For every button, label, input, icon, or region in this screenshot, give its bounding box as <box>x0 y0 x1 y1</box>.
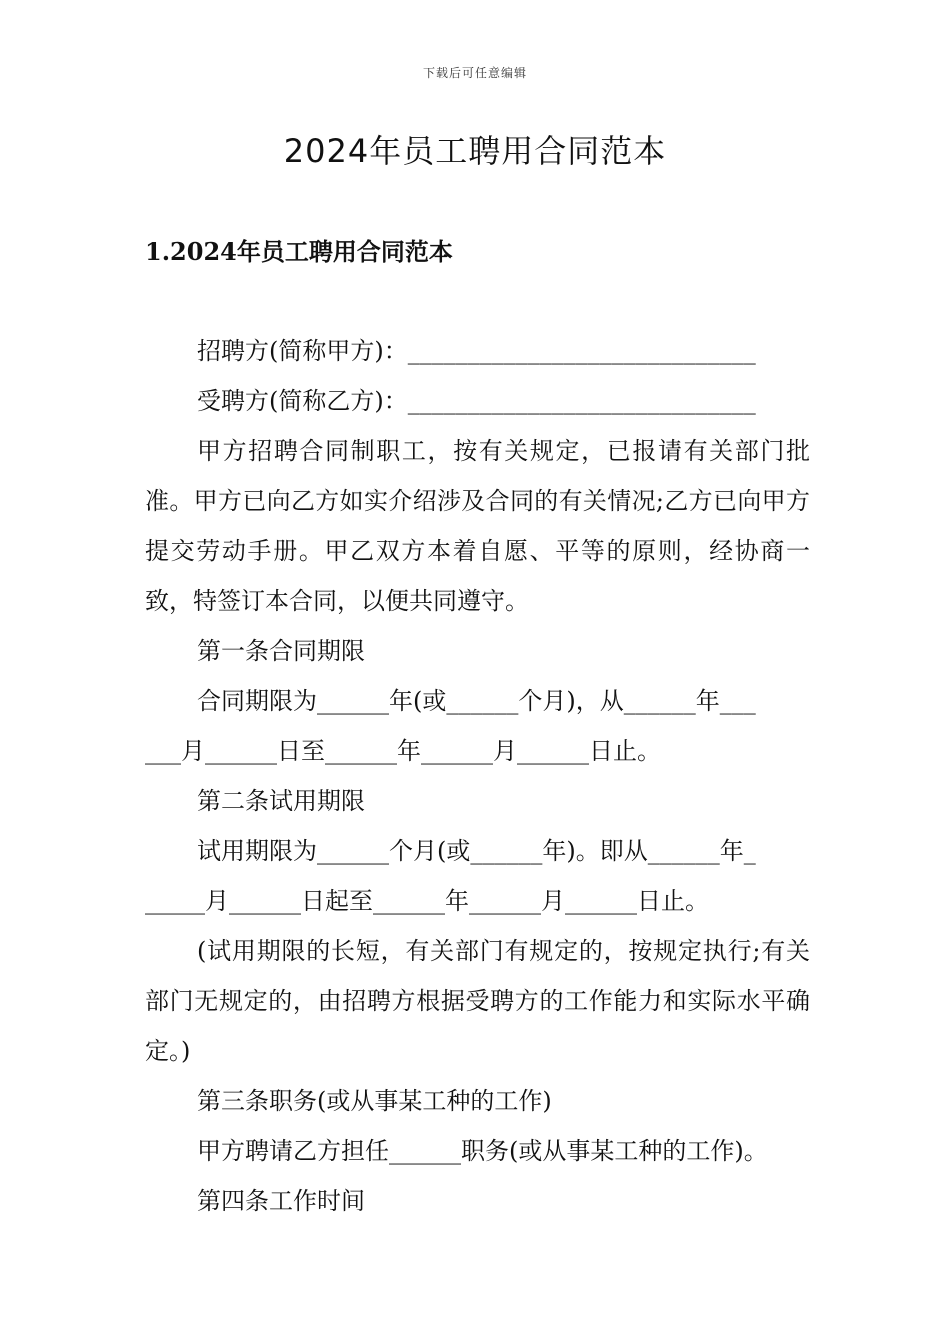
article2-title: 第二条试用期限 <box>197 787 365 815</box>
article2-line2: _____月______日起至______年______月______日止。 <box>145 887 709 915</box>
article3-body: 甲方聘请乙方担任______职务(或从事某工种的工作)。 <box>197 1137 768 1165</box>
employer-line: 招聘方(简称甲方)：_____________________________ <box>197 337 756 365</box>
article3-title: 第三条职务(或从事某工种的工作) <box>197 1087 552 1115</box>
article4-title: 第四条工作时间 <box>197 1187 365 1215</box>
employee-line: 受聘方(简称乙方)：_____________________________ <box>197 387 756 415</box>
header-note: 下载后可任意编辑 <box>422 66 527 80</box>
article1-line1: 合同期限为______年(或______个月)，从______年___ <box>197 687 756 715</box>
article2-line1: 试用期限为______个月(或______年)。即从______年_ <box>197 837 756 865</box>
section-heading: 1.2024年员工聘用合同范本 <box>145 237 453 266</box>
document-title: 2024年员工聘用合同范本 <box>283 132 667 170</box>
article1-title: 第一条合同期限 <box>197 637 365 665</box>
intro-paragraph: 甲方招聘合同制职工，按有关规定，已报请有关部门批准。甲方已向乙方如实介绍涉及合同的有关情况;乙方已向甲方提交劳动手册。甲乙双方本着自愿、平等的原则，经协商一致，特签订本合同，以便共同遵守。 <box>145 437 810 615</box>
article1-line2: ___月______日至______年______月______日止。 <box>145 737 661 765</box>
article2-note: (试用期限的长短，有关部门有规定的，按规定执行;有关部门无规定的，由招聘方根据受聘方的工作能力和实际水平确定。) <box>145 937 810 1065</box>
contract-body <box>145 326 810 1226</box>
